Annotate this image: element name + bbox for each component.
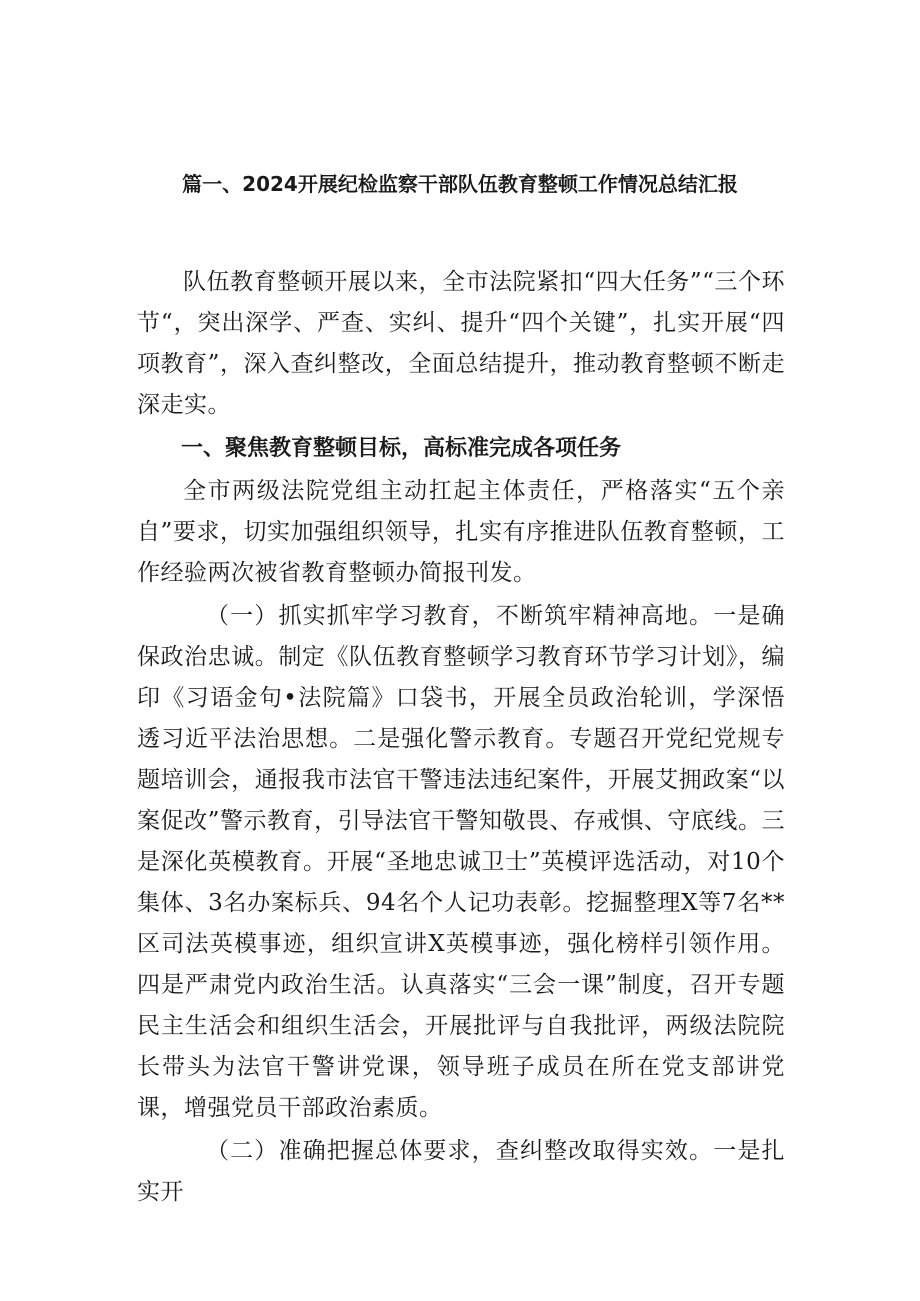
section-heading-1: 一、聚焦教育整顿目标，高标准完成各项任务 [181,436,622,461]
section-1-paragraph: 全市两级法院党组主动扛起主体责任，严格落实“五个亲自”要求，切实加强组织领导，扎实有序推进队伍教育整顿，工作经验两次被省教育整顿办简报刊发。 [137,478,785,586]
document-body [137,262,785,1213]
document-title: 篇一、2024开展纪检监察干部队伍教育整顿工作情况总结汇报 [182,172,738,196]
subsection-2-paragraph: （二）准确把握总体要求，查纠整改取得实效。一是扎实开 [137,1138,785,1205]
subsection-1-paragraph: （一）抓实抓牢学习教育，不断筑牢精神高地。一是确保政治忠诚。制定《队伍教育整顿学习教育环节学习计划》，编印《习语金句•法院篇》口袋书，开展全员政治轮训，学深悟透习近平法治思想。二是强化警示教育。专题召开党纪党规专题培训会，通报我市法官干警违法违纪案件，开展艾拥政案“以案促改”警示教育，引导法官干警知敬畏、存戒惧、守底线。三是深化英模教育。开展“圣地忠诚卫士”英模评选活动，对10个集体、3名办案标兵、94名个人记功表彰。挖掘整理X等7名**区司法英模事迹，组织宣讲X英模事迹，强化榜样引领作用。四是严肃党内政治生活。认真落实“三会一课”制度，召开专题民主生活会和组织生活会，开展批评与自我批评，两级法院院长带头为法官干警讲党课，领导班子成员在所在党支部讲党课，增强党员干部政治素质。 [137,603,785,1121]
intro-paragraph: 队伍教育整顿开展以来，全市法院紧扣“四大任务”“三个环节“，突出深学、严查、实纠、提升“四个关键”，扎实开展“四项教育”，深入查纠整改，全面总结提升，推动教育整顿不断走深走实。 [137,269,785,418]
